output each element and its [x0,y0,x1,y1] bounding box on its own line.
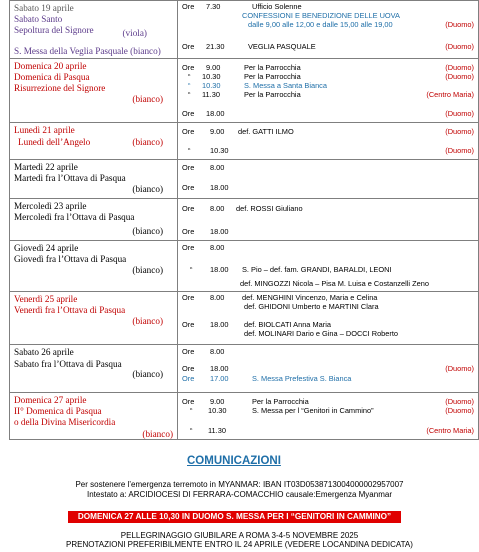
day-subtitle: Giovedì fra l’Ottava di Pasqua [14,254,127,264]
event-location: (Duomo) [445,20,474,29]
liturgical-color: (bianco) [132,369,163,379]
schedule-row [10,199,479,241]
event-prefix: “ [190,265,193,274]
event-line [182,90,474,100]
day-subtitle: II° Domenica di Pasqua [14,406,102,416]
liturgical-color: (bianco) [132,94,163,104]
events-cell [178,59,479,123]
schedule-row [10,1,479,59]
event-line [182,406,474,416]
recipient-line [0,490,479,499]
day-title: Mercoledì 23 aprile [14,201,87,211]
event-line [182,127,474,137]
iban-text: Per sostenere l’emergenza terremoto in MYANMAR: IBAN IT03D0538713004000002957007 [75,480,404,489]
event-time: 18.00 [206,109,225,118]
events-cell [178,345,479,393]
event-prefix: Ore [182,42,195,51]
event-time: 10.30 [202,81,221,90]
day-subtitle: S. Messa della Veglia Pasquale (bianco) [14,46,161,56]
event-prefix: Ore [182,364,195,373]
event-location: (Duomo) [445,109,474,118]
mass-announcement-banner: DOMENICA 27 ALLE 10,30 IN DUOMO S. MESSA PER I “GENITORI IN CAMMINO” [68,511,401,523]
day-title: Lunedì 21 aprile [14,125,75,135]
liturgical-color: (bianco) [132,265,163,275]
events-cell [178,1,479,59]
event-line [182,109,474,119]
event-line [182,204,474,214]
event-time: 18.00 [210,320,229,329]
event-time: 7.30 [206,2,221,11]
event-prefix: “ [190,426,193,435]
day-cell [10,241,178,292]
event-time: 8.00 [210,163,225,172]
event-prefix: Ore [182,293,195,302]
day-subtitle: Sepoltura del Signore [14,25,94,35]
event-time: 8.00 [210,293,225,302]
event-prefix: Ore [182,227,195,236]
communications-title: COMUNICAZIONI [187,455,281,467]
day-cell [10,393,178,440]
day-subtitle: Mercoledì fra l’Ottava di Pasqua [14,212,135,222]
event-time: 8.00 [210,204,225,213]
schedule-row [10,123,479,160]
event-text: def. GHIDONI Umberto e MARTINI Clara [244,302,379,311]
day-subtitle: Domenica di Pasqua [14,72,90,82]
event-prefix: “ [188,81,191,90]
event-prefix: Ore [182,63,195,72]
event-line [182,146,474,156]
event-location: (Centro Maria) [426,426,474,435]
event-line [182,243,474,253]
event-time: 18.00 [210,265,229,274]
event-time: 8.00 [210,347,225,356]
day-cell [10,345,178,393]
event-location: (Duomo) [445,72,474,81]
liturgical-color: (bianco) [142,429,173,439]
event-location: (Duomo) [445,406,474,415]
day-cell [10,160,178,199]
day-subtitle: Venerdì fra l’Ottava di Pasqua [14,305,126,315]
event-time: 10.30 [208,406,227,415]
event-text: S. Messa per l “Genitori in Cammino” [252,406,374,415]
day-subtitle: o della Divina Misericordia [14,417,116,427]
day-title: Venerdì 25 aprile [14,294,78,304]
event-location: (Duomo) [445,63,474,72]
event-time: 9.00 [210,397,225,406]
communications-section [0,449,479,552]
day-subtitle: Lunedì dell’Angelo [18,137,91,147]
event-line [182,227,474,237]
event-line [182,42,474,52]
day-subtitle: Sabato fra l’Ottava di Pasqua [14,359,122,369]
event-line [182,163,474,173]
event-prefix: Ore [182,2,195,11]
recipient-text: Intestato a: ARCIDIOCESI DI FERRARA-COMACCHIO causale:Emergenza Myanmar [87,490,392,499]
day-title: Domenica 20 aprile [14,61,87,71]
event-line [182,347,474,357]
day-cell [10,1,178,59]
event-prefix: Ore [182,183,195,192]
booking-line: PRENOTAZIONI PREFERIBILMENTE ENTRO IL 24 APRILE (VEDERE LOCANDINA DEDICATA) [66,540,413,549]
event-prefix: Ore [182,204,195,213]
event-text: def. ROSSI Giuliano [236,204,303,213]
event-line [182,329,474,339]
event-time: 9.00 [210,127,225,136]
event-prefix: Ore [182,243,195,252]
schedule-row [10,292,479,345]
iban-line [0,480,479,489]
day-cell [10,59,178,123]
events-cell [178,123,479,160]
event-line [182,20,474,30]
event-prefix: Ore [182,109,195,118]
event-time: 8.00 [210,243,225,252]
liturgical-color: (bianco) [132,184,163,194]
event-prefix: “ [190,406,193,415]
event-location: (Duomo) [445,397,474,406]
event-text: Per la Parrocchia [252,397,309,406]
event-text: S. Pio – def. fam. GRANDI, BARALDI, LEONI [242,265,392,274]
event-location: (Duomo) [445,146,474,155]
event-line [182,265,474,275]
event-time: 21.30 [206,42,225,51]
liturgical-color: (bianco) [132,137,163,147]
event-time: 18.00 [210,183,229,192]
event-text: CONFESSIONI E BENEDIZIONE DELLE UOVA [242,11,400,20]
event-time: 18.00 [210,227,229,236]
event-prefix: Ore [182,163,195,172]
schedule-row [10,160,479,199]
event-line [182,183,474,193]
events-cell [178,199,479,241]
events-cell [178,292,479,345]
event-text: S. Messa a Santa Bianca [244,81,327,90]
event-line [182,279,474,289]
day-cell [10,199,178,241]
event-prefix: “ [188,146,191,155]
event-text: S. Messa Prefestiva S. Bianca [252,374,352,383]
event-time: 11.30 [202,90,220,99]
event-text: def. MENGHINI Vincenzo, Maria e Celina [242,293,378,302]
day-title: Sabato 19 aprile [14,3,74,13]
event-prefix: Ore [182,397,195,406]
liturgical-color: (bianco) [132,226,163,236]
day-subtitle: Sabato Santo [14,14,63,24]
day-cell [10,123,178,160]
event-prefix: “ [188,72,191,81]
event-prefix: Ore [182,374,195,383]
event-text: def. BIOLCATI Anna Maria [244,320,331,329]
event-text: VEGLIA PASQUALE [248,42,316,51]
event-text: def. MOLINARI Dario e Gina – DOCCI Roberto [244,329,399,338]
event-text: def. GATTI ILMO [238,127,294,136]
event-location: (Duomo) [445,364,474,373]
schedule-row [10,393,479,440]
event-time: 10.30 [210,146,229,155]
day-subtitle: Risurrezione del Signore [14,83,106,93]
event-line [182,426,474,436]
event-text: Per la Parrocchia [244,90,301,99]
day-title: Martedì 22 aprile [14,162,78,172]
event-line [182,302,474,312]
events-cell [178,393,479,440]
event-text: Per la Parrocchia [244,72,301,81]
event-text: def. MINGOZZI Nicola – Pisa M. Luisa e Costanzelli Zeno [240,279,429,288]
event-location: (Duomo) [445,42,474,51]
day-title: Sabato 26 aprile [14,347,74,357]
pilgrimage-line: PELLEGRINAGGIO GIUBILARE A ROMA 3-4-5 NOVEMBRE 2025 [120,531,359,540]
schedule-row [10,241,479,292]
event-line [182,364,474,374]
schedule-row [10,345,479,393]
event-text: Ufficio Solenne [252,2,302,11]
schedule-row [10,59,479,123]
event-prefix: Ore [182,347,195,356]
events-cell [178,160,479,199]
liturgical-color: (bianco) [132,316,163,326]
event-text: dalle 9,00 alle 12,00 e dalle 15,00 alle 19,00 [248,20,393,29]
event-time: 17.00 [210,374,229,383]
event-location: (Duomo) [445,127,474,136]
liturgical-color: (viola) [122,28,147,38]
day-cell [10,292,178,345]
event-time: 9.00 [206,63,221,72]
event-prefix: Ore [182,127,195,136]
day-subtitle: Martedì fra l’Ottava di Pasqua [14,173,126,183]
event-time: 18.00 [210,364,229,373]
event-text: Per la Parrocchia [244,63,301,72]
day-title: Domenica 27 aprile [14,395,87,405]
day-title: Giovedì 24 aprile [14,243,79,253]
events-cell [178,241,479,292]
event-location: (Centro Maria) [426,90,474,99]
event-time: 10.30 [202,72,221,81]
event-prefix: “ [188,90,191,99]
schedule-table [9,0,479,440]
event-prefix: Ore [182,320,195,329]
event-time: 11.30 [208,426,226,435]
event-line [182,374,474,384]
